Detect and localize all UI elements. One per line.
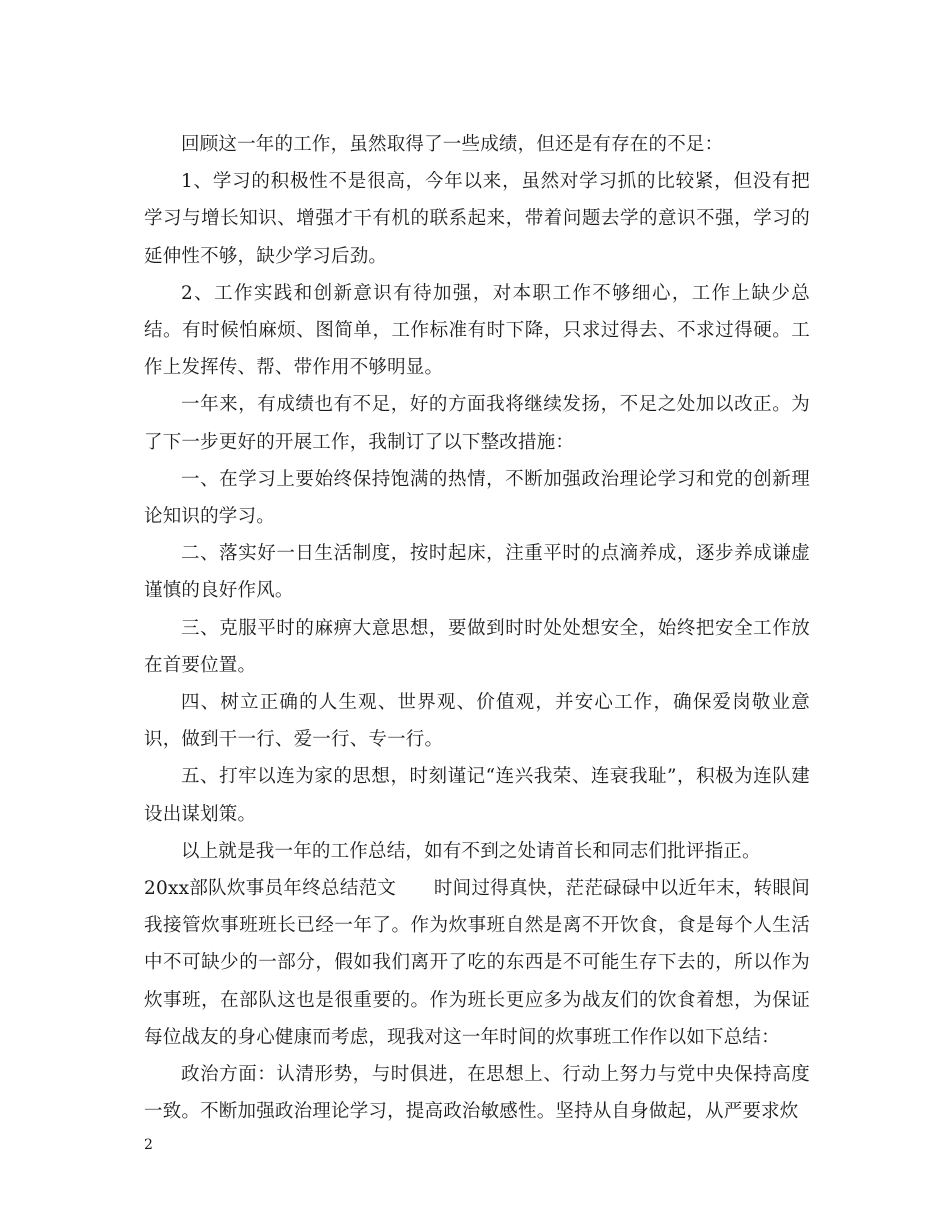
paragraph-measure-4: 四、树立正确的人生观、世界观、价值观，并安心工作，确保爱岗敬业意识，做到干一行、爱一行、专一行。	[144, 692, 810, 751]
paragraph-politics: 政治方面：认清形势，与时俱进，在思想上、行动上努力与党中央保持高度一致。不断加强政治理论学习，提高政治敏感性。坚持从自身做起，从严要求炊	[144, 1064, 810, 1123]
page-number: 2	[144, 1137, 153, 1153]
paragraph-intro: 回顾这一年的工作，虽然取得了一些成绩，但还是有存在的不足：	[181, 134, 724, 155]
paragraph-measure-5: 五、打牢以连为家的思想，时刻谨记“连兴我荣、连衰我耻”，积极为连队建设出谋划策。	[144, 766, 810, 825]
paragraph-measures-intro: 一年来，有成绩也有不足，好的方面我将继续发扬，不足之处加以改正。为了下一步更好的开展工作，我制订了以下整改措施：	[144, 394, 810, 453]
paragraph-closing: 以上就是我一年的工作总结，如有不到之处请首长和同志们批评指正。	[181, 840, 761, 862]
document-body	[144, 126, 810, 1130]
paragraph-measure-1: 一、在学习上要始终保持饱满的热情，不断加强政治理论学习和党的创新理论知识的学习。	[144, 468, 810, 528]
paragraph-shortcoming-2: 2、工作实践和创新意识有待加强，对本职工作不够细心，工作上缺少总结。有时候怕麻烦、图简单，工作标准有时下降，只求过得去、不求过得硬。工作上发挥传、帮、带作用不够明显。	[144, 282, 810, 379]
paragraph-shortcoming-1: 1、学习的积极性不是很高，今年以来，虽然对学习抓的比较紧，但没有把学习与增长知识、增强才干有机的联系起来，带着问题去学的意识不强，学习的延伸性不够，缺少学习后劲。	[144, 171, 810, 267]
paragraph-measure-3: 三、克服平时的麻痹大意思想，要做到时时处处想安全，始终把安全工作放在首要位置。	[144, 617, 810, 676]
paragraph-cook-summary-intro: 20xx部队炊事员年终总结范文 时间过得真快，茫茫碌碌中以近年末，转眼间我接管炊事班班长已经一年了。作为炊事班自然是离不开饮食，食是每个人生活中不可缺少的一部分，假如我们离开了吃的东西是不可能生存下去的，所以作为炊事班，在部队这也是很重要的。作为班长更应多为战友们的饮食着想，为保证每位战友的身心健康而考虑，现我对这一年时间的炊事班工作作以如下总结：	[144, 878, 810, 1048]
paragraph-measure-2: 二、落实好一日生活制度，按时起床，注重平时的点滴养成，逐步养成谦虚谨慎的良好作风。	[144, 543, 810, 602]
